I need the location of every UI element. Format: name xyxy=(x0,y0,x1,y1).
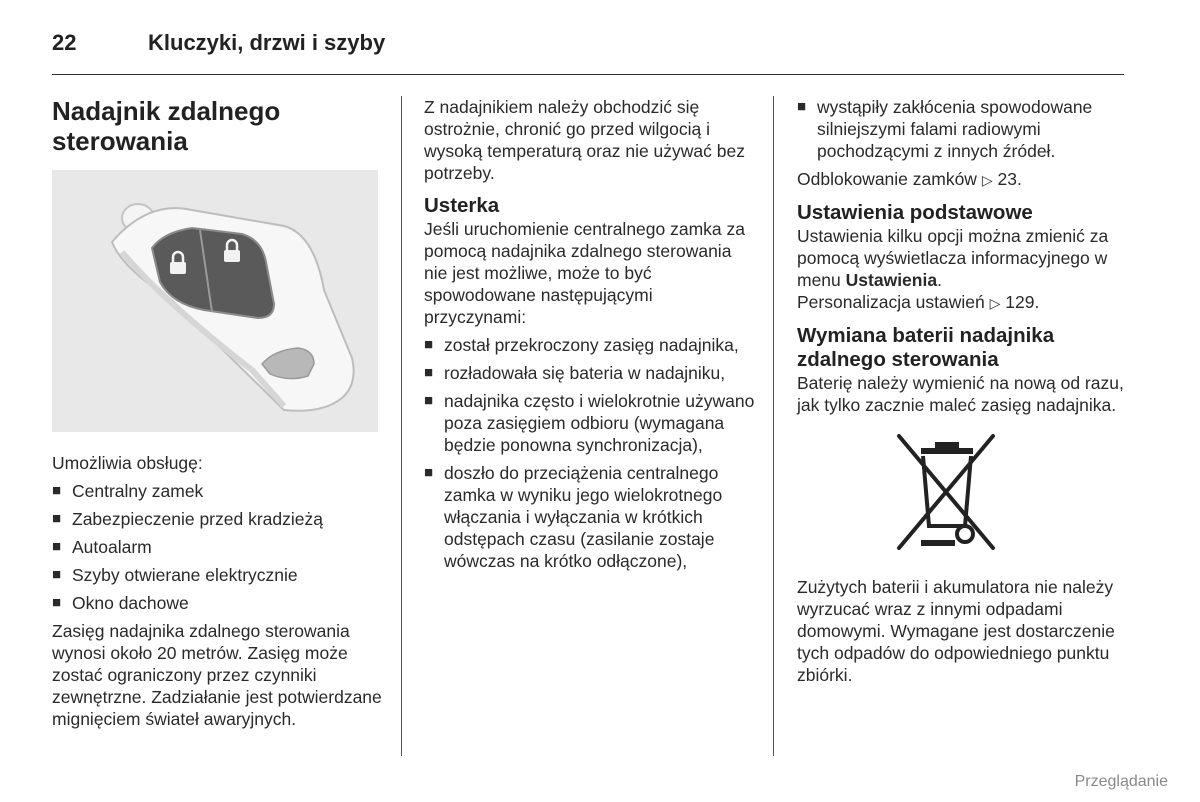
page-reference-icon[interactable]: ▷ xyxy=(989,295,1001,311)
bullet-icon: ■ xyxy=(424,336,434,353)
basic-settings-heading: Ustawienia podstawowe xyxy=(797,201,1033,224)
care-paragraph: Z nadajnikiem należy obchodzić się ostrożnie, chronić go przed wilgocią i wysoką temperaturą oraz nie używać bez potrzeby. xyxy=(424,97,745,183)
list-item: ■ Szyby otwierane elektrycznie xyxy=(52,565,298,585)
section-title: Nadajnik zdalnego sterowania xyxy=(52,96,281,156)
bullet-icon: ■ xyxy=(52,510,62,527)
key-fob-icon xyxy=(52,170,378,432)
page-number: 22 xyxy=(52,30,77,55)
column-3 xyxy=(797,96,1127,692)
browse-link[interactable]: Przeglądanie xyxy=(1074,773,1168,790)
list-item: ■ Autoalarm xyxy=(52,537,152,557)
settings-menu-name: Ustawienia xyxy=(845,270,938,290)
features-intro: Umożliwia obsługę: xyxy=(52,453,203,473)
column-1 xyxy=(52,96,382,736)
page-reference-link[interactable]: 23. xyxy=(997,169,1022,189)
list-item: ■ Okno dachowe xyxy=(52,593,189,613)
bullet-icon: ■ xyxy=(424,392,434,409)
fault-heading: Usterka xyxy=(424,194,500,217)
page-header xyxy=(52,26,1124,76)
bullet-icon: ■ xyxy=(424,364,434,381)
list-item: ■ wystąpiły zakłócenia spowodowane silniejszymi falami radiowymi pochodzącymi z innych źródeł. xyxy=(797,97,1093,161)
page-reference-icon[interactable]: ▷ xyxy=(981,172,993,188)
chapter-title: Kluczyki, drzwi i szyby xyxy=(148,30,386,55)
list-item: ■ Centralny zamek xyxy=(52,481,204,501)
list-item: ■ doszło do przeciążenia centralnego zamka w wyniku jego wielokrotnego włączania i wyłączania w krótkich odstępach czasu (zasilanie zostaje wówczas na krótko odłączone), xyxy=(424,463,723,571)
header-divider xyxy=(52,74,1124,75)
basic-settings-paragraph: Ustawienia kilku opcji można zmienić za pomocą wyświetlacza informacyjnego w menu Ustawienia. Personalizacja ustawień ▷ 129. xyxy=(797,226,1109,312)
column-divider xyxy=(401,96,402,756)
battery-paragraph: Baterię należy wymienić na nową od razu, jak tylko zacznie maleć zasięg nadajnika. xyxy=(797,373,1124,415)
bullet-icon: ■ xyxy=(52,538,62,555)
bullet-icon: ■ xyxy=(797,98,807,115)
cause-list xyxy=(424,334,759,572)
list-item: ■ rozładowała się bateria w nadajniku, xyxy=(424,363,726,383)
bullet-icon: ■ xyxy=(52,594,62,611)
column-divider xyxy=(773,96,774,756)
list-item: ■ został przekroczony zasięg nadajnika, xyxy=(424,335,739,355)
bullet-icon: ■ xyxy=(424,464,434,481)
disposal-paragraph: Zużytych baterii i akumulatora nie należy wyrzucać wraz z innymi odpadami domowymi. Wymagane jest dostarczenie tych odpadów do odpowiedniego punktu zbiórki. xyxy=(797,577,1115,685)
battery-heading: Wymiana baterii nadajnika zdalnego sterowania xyxy=(797,324,1055,371)
feature-list xyxy=(52,480,382,614)
bullet-icon: ■ xyxy=(52,482,62,499)
column-2 xyxy=(424,96,759,578)
fault-intro: Jeśli uruchomienie centralnego zamka za pomocą nadajnika zdalnego sterowania nie jest możliwe, może to być spowodowane następującymi przyczynami: xyxy=(424,219,745,327)
unlock-reference: Odblokowanie zamków ▷ 23. xyxy=(797,169,1022,189)
cause-list-continued xyxy=(797,96,1127,162)
key-fob-illustration xyxy=(52,170,378,432)
list-item: ■ nadajnika często i wielokrotnie używano poza zasięgiem odbioru (wymagana będzie ponowna synchronizacja), xyxy=(424,391,755,455)
page-reference-link[interactable]: 129. xyxy=(1005,292,1040,312)
crossed-out-bin-icon xyxy=(891,430,1001,554)
range-paragraph: Zasięg nadajnika zdalnego sterowania wynosi około 20 metrów. Zasięg może zostać ograniczony przez czynniki zewnętrzne. Zadziałanie jest potwierdzane mignięciem świateł awaryjnych. xyxy=(52,621,382,729)
list-item: ■ Zabezpieczenie przed kradzieżą xyxy=(52,509,323,529)
bullet-icon: ■ xyxy=(52,566,62,583)
crossed-bin-symbol xyxy=(891,430,1001,554)
